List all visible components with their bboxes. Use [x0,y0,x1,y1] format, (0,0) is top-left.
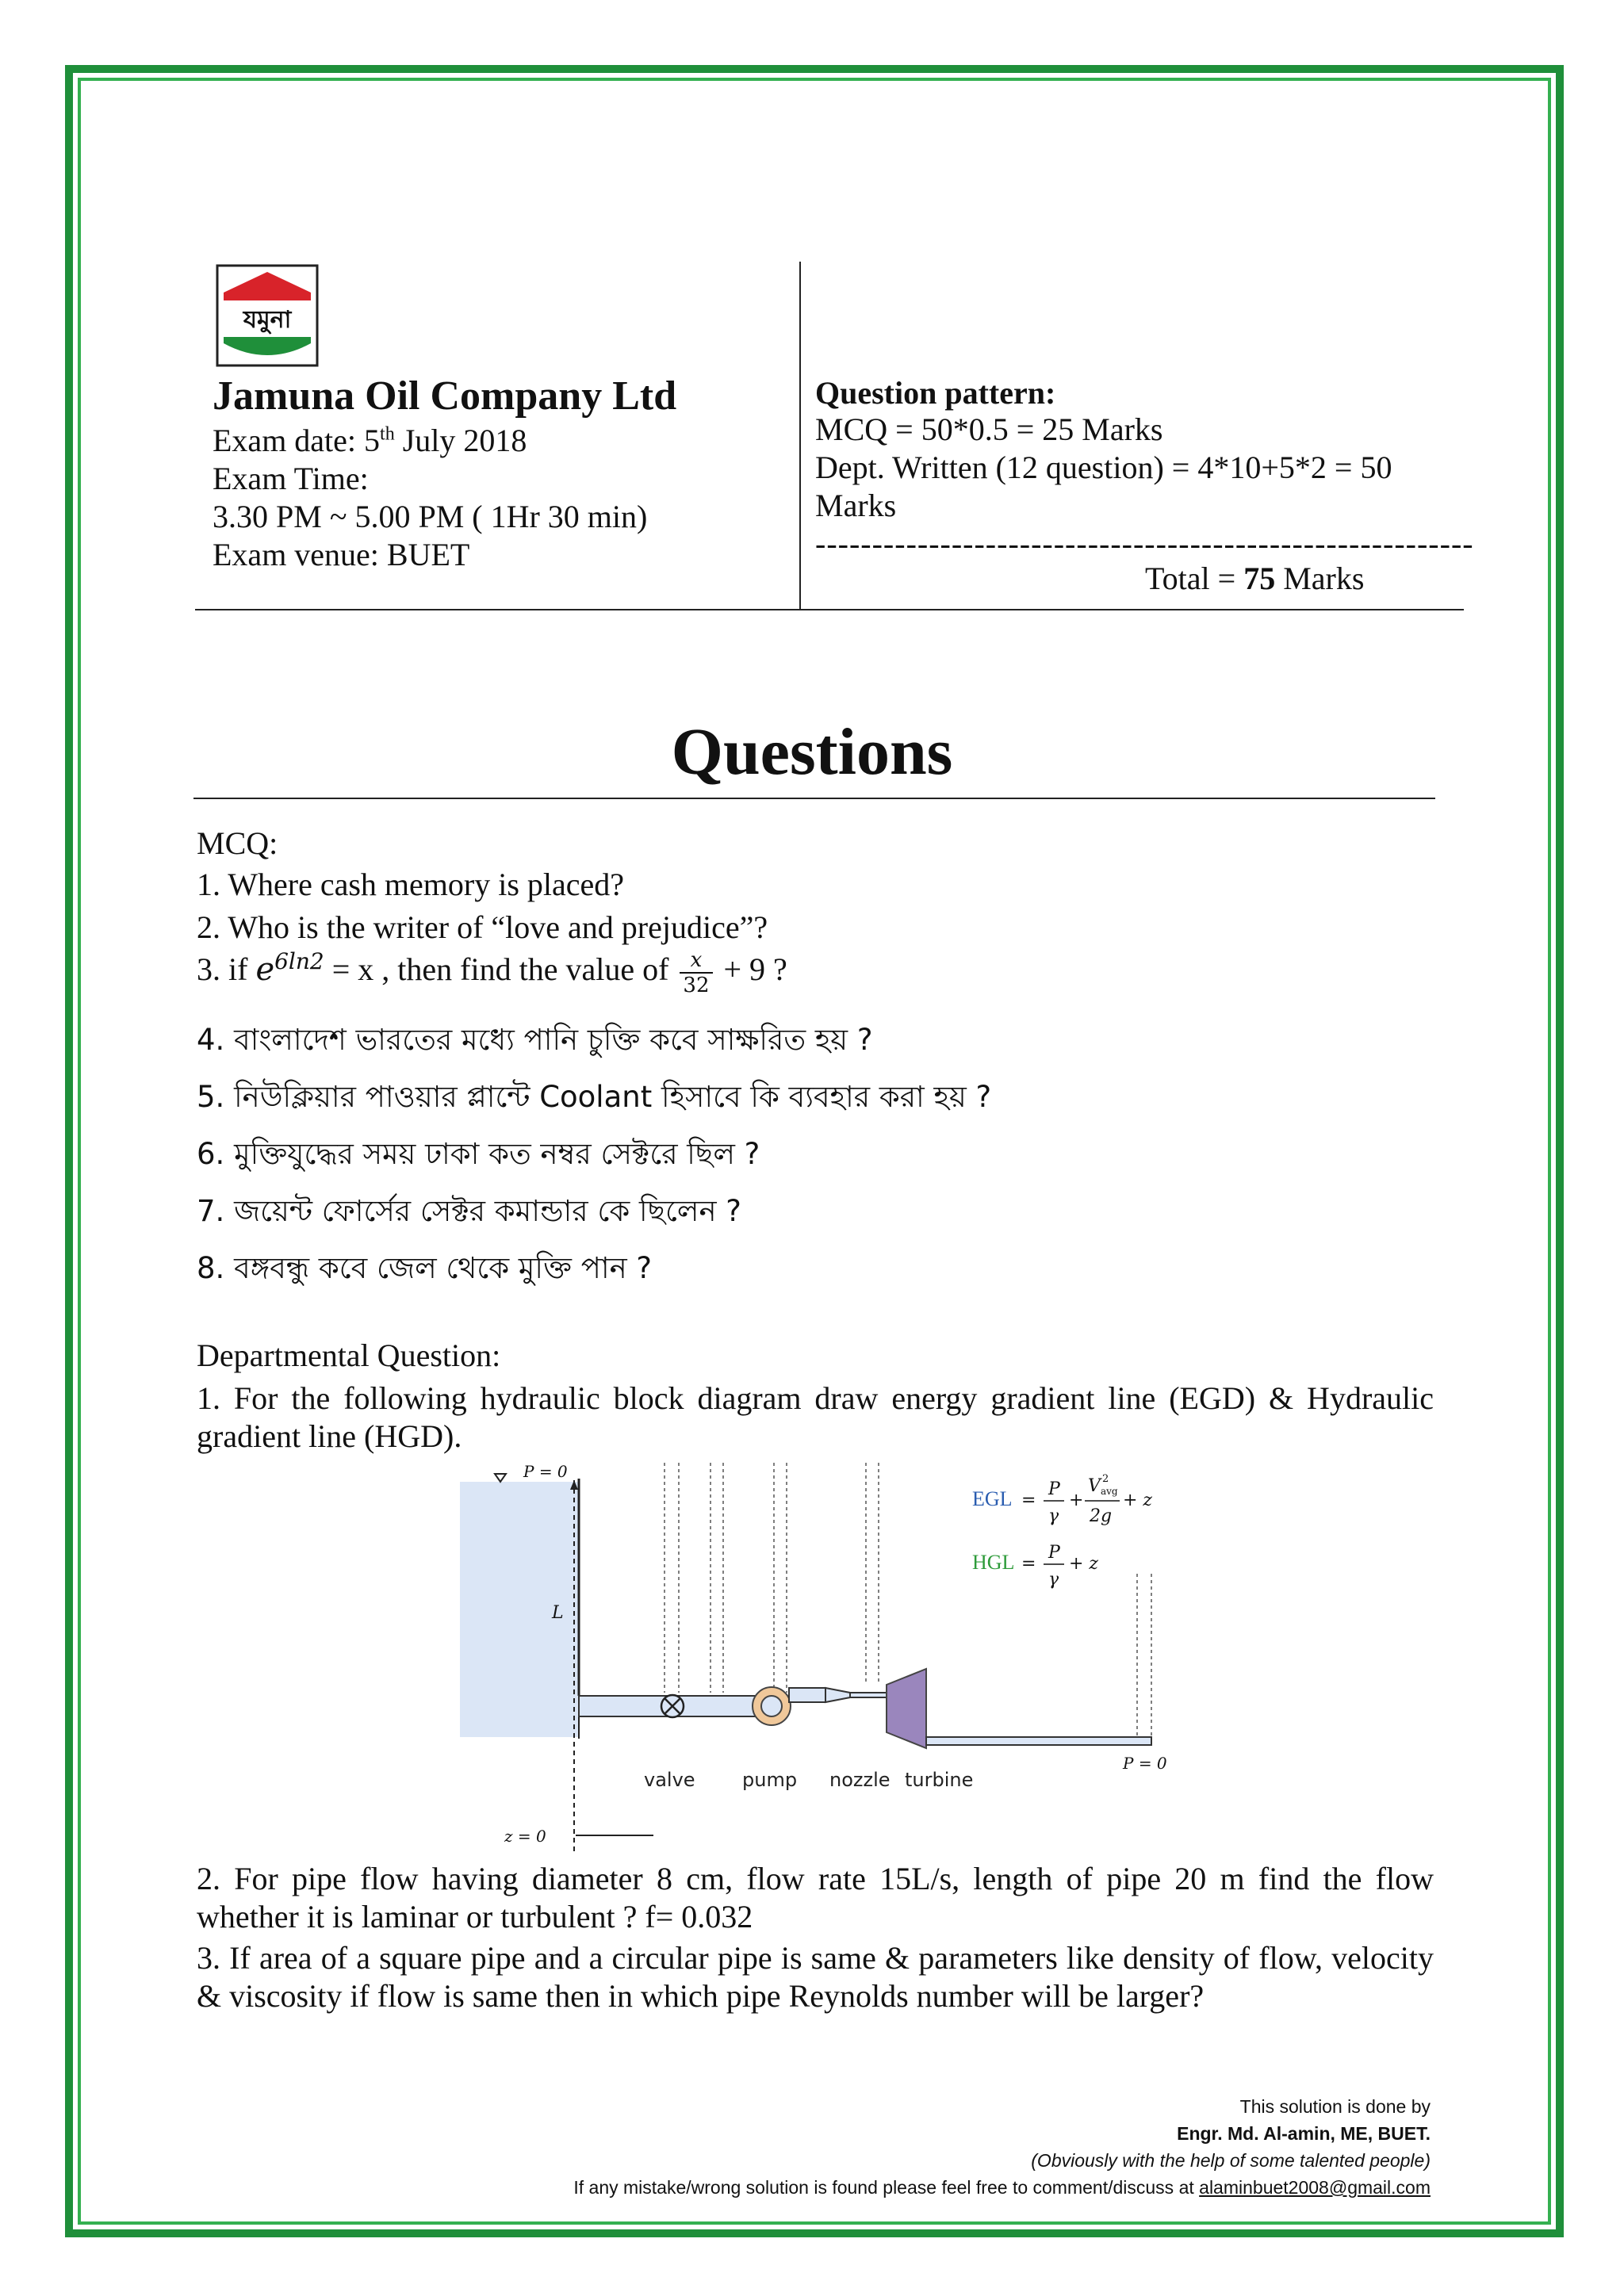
dept-q2: 2. For pipe flow having diameter 8 cm, flow rate 15L/s, length of pipe 20 m find the flow whether it is laminar or turbulent ? f= 0.032 [197,1861,1434,1934]
svg-text:+: + [1069,1490,1084,1510]
footer-note: (Obviously with the help of some talented people) [1031,2150,1431,2171]
svg-text:P: P [1048,1479,1060,1499]
z0-label: z = 0 [504,1827,546,1846]
footer-line1: This solution is done by [1239,2096,1431,2117]
turbine-label: turbine [905,1769,974,1791]
question-pattern-title: Question pattern: [815,375,1056,411]
mcq-q5: 5. নিউক্লিয়ার পাওয়ার প্লান্টে Coolant হিসাবে কি ব্যবহার করা হয় ? [197,1080,992,1114]
svg-text:P: P [1048,1543,1060,1563]
svg-text:2g: 2g [1090,1506,1113,1526]
mcq-q6: 6. মুক্তিযুদ্ধের সময় ঢাকা কত নম্বর সেক্টরে ছিল ? [197,1137,760,1171]
egl-label: EGL [972,1487,1013,1510]
svg-text:V: V [1088,1476,1101,1496]
hydraulic-diagram [457,1455,1170,1851]
title-underline [193,798,1435,799]
svg-text:+ z: + z [1123,1490,1153,1510]
pattern-written-1: Dept. Written (12 question) = 4*10+5*2 = 50 [815,450,1392,485]
exam-date: Exam date: 5th July 2018 [213,423,527,458]
dept-q3: 3. If area of a square pipe and a circular pipe is same & parameters like density of flow, velocity & viscosity if flow is same then in which pipe Reynolds number will be larger? [197,1940,1434,2014]
mcq-q1: 1. Where cash memory is placed? [197,867,625,902]
svg-text:=: = [1021,1554,1036,1574]
p0-top-label: P = 0 [523,1462,568,1481]
svg-text:γ: γ [1048,1570,1059,1590]
footer-author: Engr. Md. Al-amin, ME, BUET. [1177,2123,1431,2144]
nozzle-label: nozzle [829,1769,891,1791]
mcq-q2: 2. Who is the writer of “love and prejudice”? [197,909,768,945]
mcq-heading: MCQ: [197,825,278,861]
exam-time-label: Exam Time: [213,461,369,496]
svg-text:avg: avg [1101,1486,1118,1497]
pump-label: pump [742,1769,798,1791]
pattern-written-2: Marks [815,488,897,523]
pattern-mcq: MCQ = 50*0.5 = 25 Marks [815,411,1163,447]
exam-venue: Exam venue: BUET [213,537,470,572]
l-label: L [552,1603,564,1623]
pattern-total: Total = 75 Marks [1145,561,1365,596]
pattern-dashes: ---------------------------------------------------------- [815,526,1474,561]
mcq-q4: 4. বাংলাদেশ ভারতের মধ্যে পানি চুক্তি কবে সাক্ষরিত হয় ? [197,1023,873,1057]
mcq-q7: 7. জয়েন্ট ফোর্সের সেক্টর কমান্ডার কে ছিলেন ? [197,1194,741,1228]
question-pattern-body [815,411,1474,563]
header-divider-horizontal [195,609,1464,610]
mcq-q3: 3. if $e^{6ln2} = x$ , then find the value of $\frac{x}{32}$ + 9 ? [197,947,787,997]
outlet-pipe [926,1737,1151,1745]
hgl-label: HGL [972,1551,1015,1574]
fraction: $\frac{x}{32}$ [680,948,712,997]
exam-info [213,422,647,574]
company-logo [216,264,319,367]
exam-time-value: 3.30 PM ~ 5.00 PM ( 1Hr 30 min) [213,499,648,534]
dept-q1: 1. For the following hydraulic block diagram draw energy gradient line (EGD) & Hydraulic gradient line (HGD). [197,1380,1434,1454]
header-divider-vertical [799,262,801,610]
p0-right-label: P = 0 [1123,1754,1167,1773]
svg-text:γ: γ [1048,1506,1059,1526]
company-name: Jamuna Oil Company Ltd [213,373,677,419]
footer-contact: If any mistake/wrong solution is found please feel free to comment/discuss at alaminbuet2008@gmail.com [573,2177,1431,2198]
mcq-q8: 8. বঙ্গবন্ধু কবে জেল থেকে মুক্তি পান ? [197,1251,653,1285]
email-link[interactable]: alaminbuet2008@gmail.com [1199,2177,1431,2198]
svg-text:+ z: + z [1069,1554,1099,1574]
logo-text: যমুনা [243,306,292,334]
svg-text:=: = [1021,1490,1036,1510]
page-title: Questions [671,715,953,789]
svg-text:2: 2 [1102,1473,1109,1485]
pipe-section-2 [789,1688,825,1702]
dept-heading: Departmental Question: [197,1337,501,1373]
valve-label: valve [644,1769,695,1791]
